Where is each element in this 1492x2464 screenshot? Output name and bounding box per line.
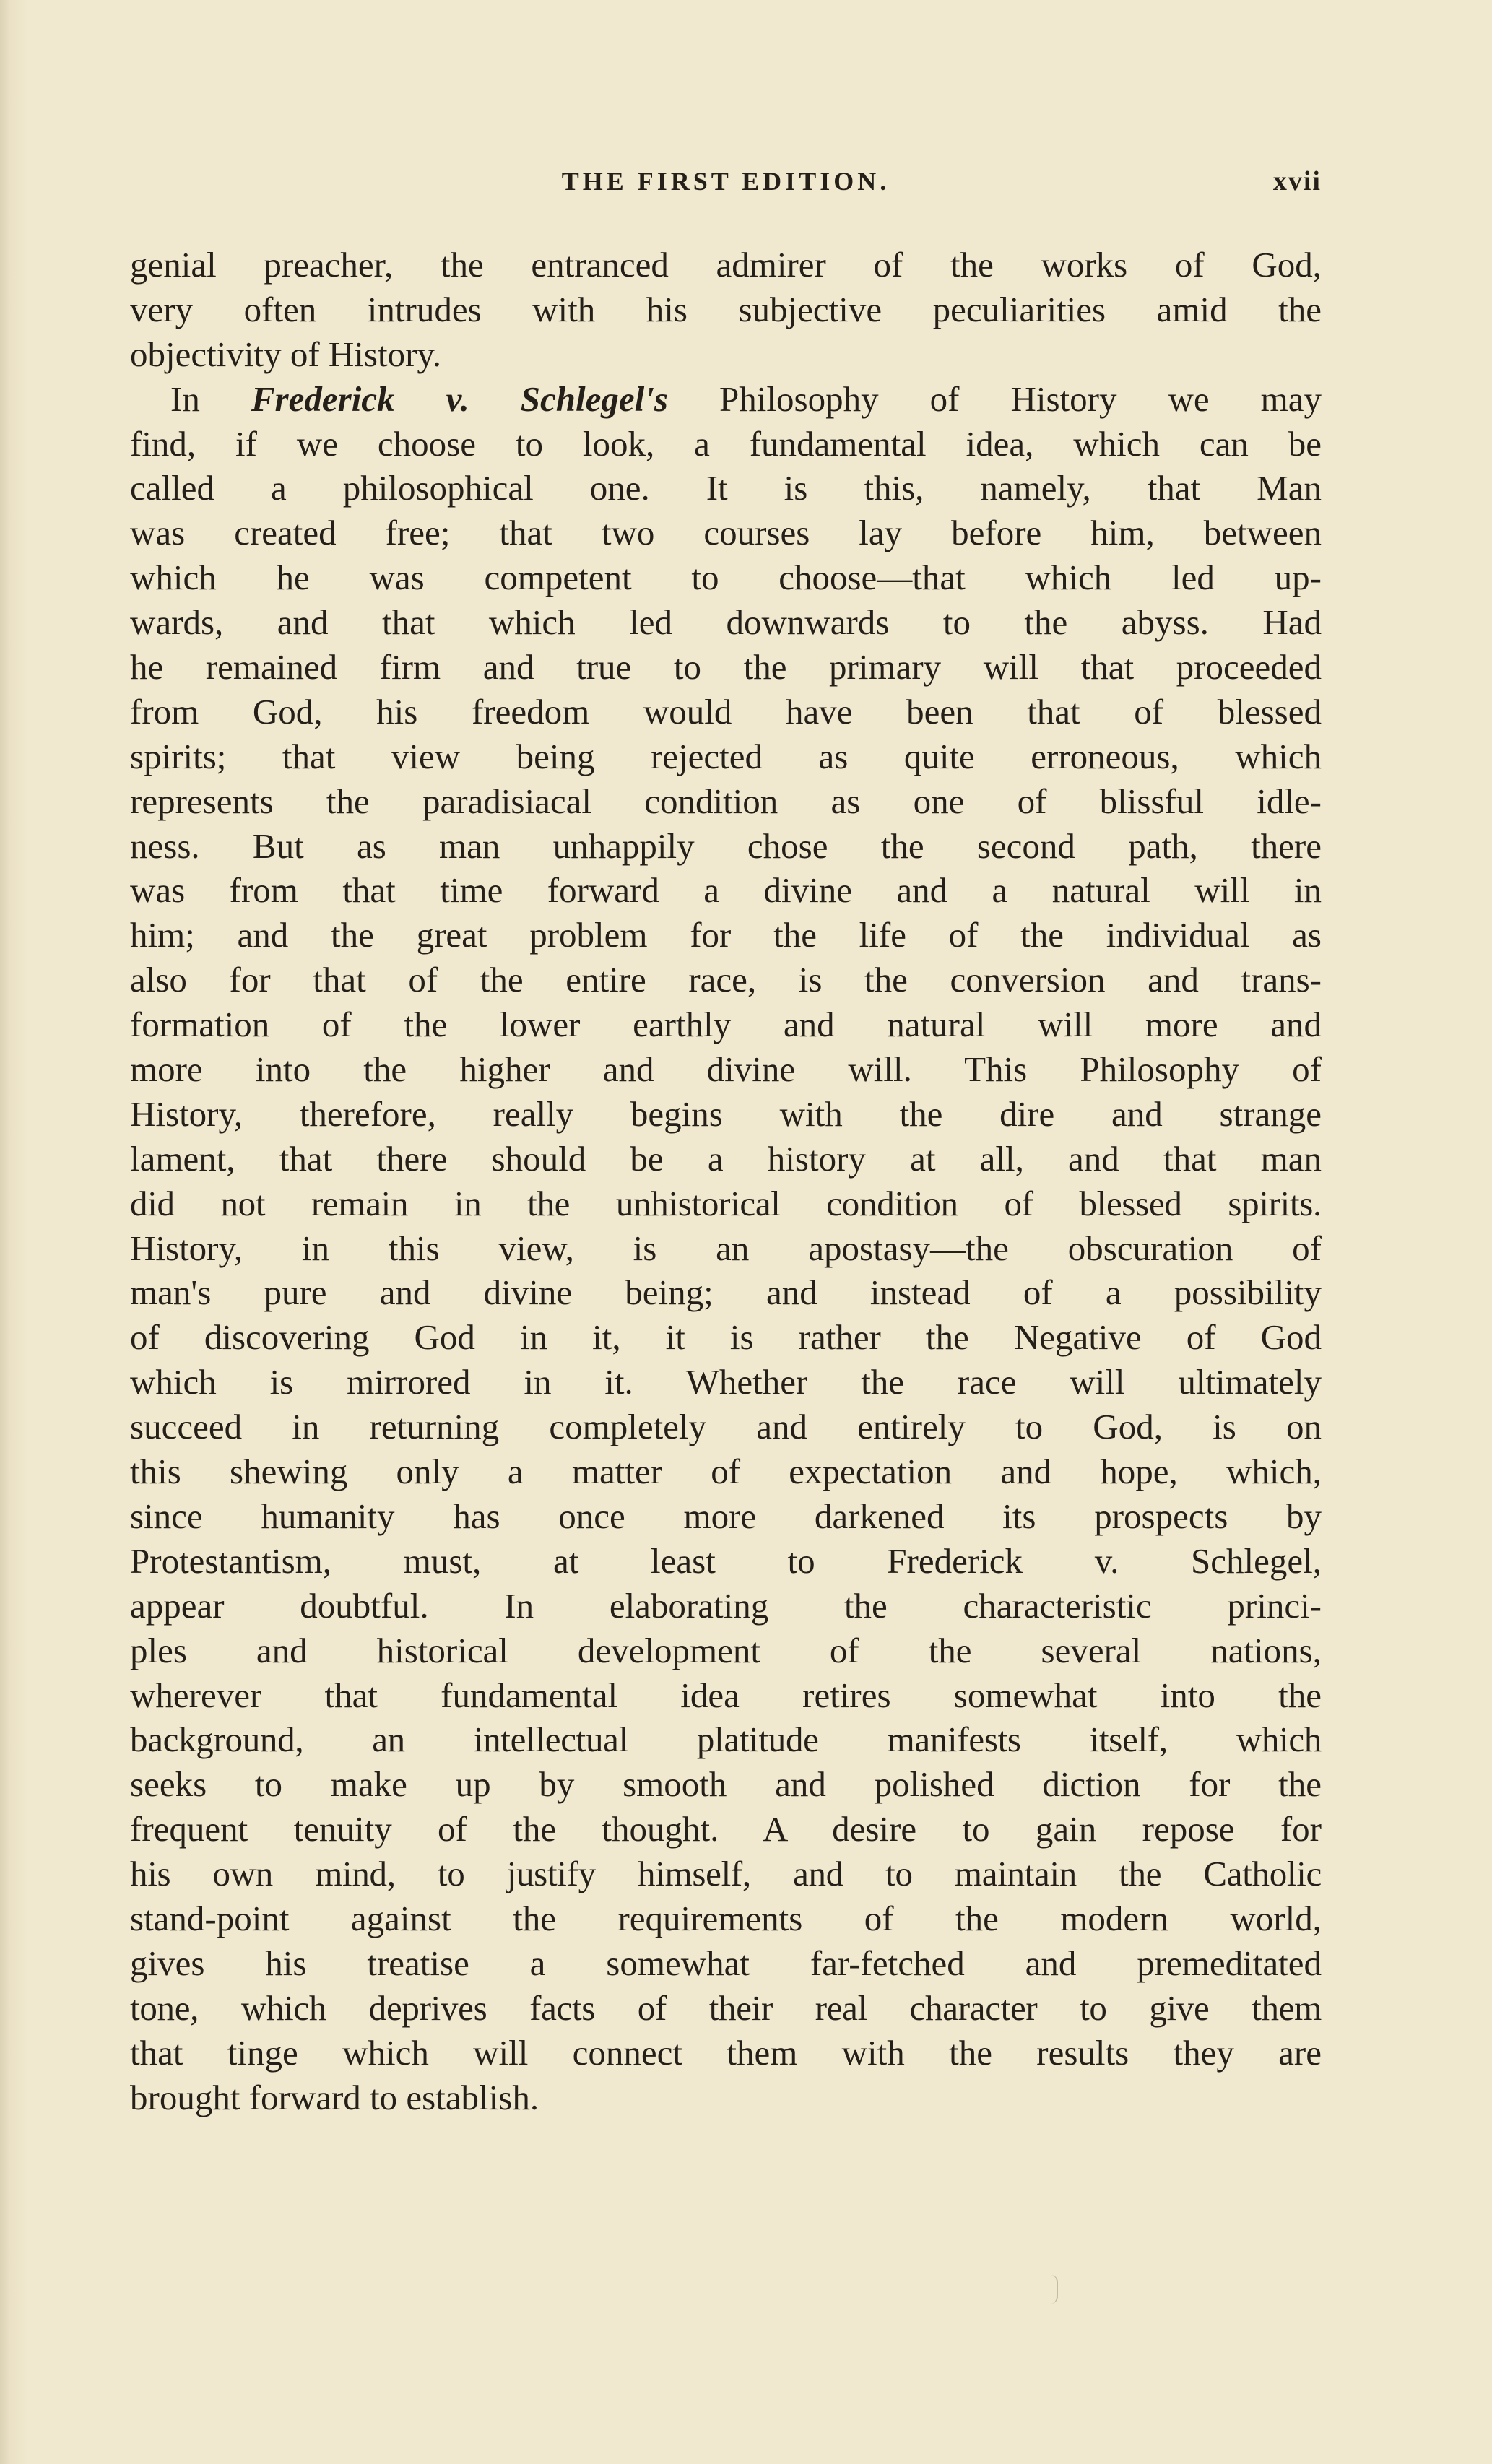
text-line: more into the higher and divine will. This Philosophy of bbox=[130, 1049, 1322, 1090]
text-line: did not remain in the unhistorical condition of blessed spirits. bbox=[130, 1183, 1322, 1223]
text-line: which is mirrored in it. Whether the race will ultimately bbox=[130, 1362, 1322, 1402]
text-line: History, therefore, really begins with the dire and strange bbox=[130, 1093, 1322, 1134]
text-line: since humanity has once more darkened its prospects by bbox=[130, 1496, 1322, 1536]
text-line: spirits; that view being rejected as quite erroneous, which bbox=[130, 736, 1322, 776]
print-smudge bbox=[1051, 2275, 1058, 2304]
paragraph-prefix: In bbox=[170, 378, 200, 419]
text-line: formation of the lower earthly and natural will more and bbox=[130, 1005, 1322, 1045]
text-line: called a philosophical one. It is this, namely, that Man bbox=[130, 468, 1322, 508]
text-line: stand-point against the requirements of the modern world, bbox=[130, 1898, 1322, 1938]
text-line: succeed in returning completely and entirely to God, is on bbox=[130, 1407, 1322, 1447]
paragraph-opening-line bbox=[130, 377, 1322, 422]
text-line: represents the paradisiacal condition as one of blissful idle- bbox=[130, 781, 1322, 821]
text-line: find, if we choose to look, a fundamental idea, which can be bbox=[130, 423, 1322, 464]
text-line: gives his treatise a somewhat far-fetched and premeditated bbox=[130, 1943, 1322, 1983]
text-line: wards, and that which led downwards to the abyss. Had bbox=[130, 602, 1322, 643]
text-line: ples and historical development of the several nations, bbox=[130, 1630, 1322, 1670]
text-line: lament, that there should be a history at all, and that man bbox=[130, 1138, 1322, 1179]
text-line: was created free; that two courses lay before him, between bbox=[130, 513, 1322, 553]
text-line: brought forward to establish. bbox=[130, 2077, 539, 2117]
text-line: man's pure and divine being; and instead of a possibility bbox=[130, 1272, 1322, 1313]
text-line: History, in this view, is an apostasy—the obscuration of bbox=[130, 1228, 1322, 1268]
text-line: background, an intellectual platitude manifests itself, which bbox=[130, 1719, 1322, 1760]
text-line: was from that time forward a divine and a natural will in bbox=[130, 870, 1322, 911]
text-line: wherever that fundamental idea retires somewhat into the bbox=[130, 1675, 1322, 1715]
text-line: seeks to make up by smooth and polished diction for the bbox=[130, 1764, 1322, 1805]
text-line: objectivity of History. bbox=[130, 334, 441, 374]
running-head bbox=[130, 163, 1322, 199]
text-line: him; and the great problem for the life of the individual as bbox=[130, 915, 1322, 955]
opening-line-rest: Philosophy of History we may bbox=[719, 378, 1322, 419]
text-line: also for that of the entire race, is the conversion and trans- bbox=[130, 960, 1322, 1000]
text-line: that tinge which will connect them with the results they are bbox=[130, 2032, 1322, 2073]
text-line: of discovering God in it, it is rather the Negative of God bbox=[130, 1317, 1322, 1358]
text-line: appear doubtful. In elaborating the characteristic princi- bbox=[130, 1585, 1322, 1626]
text-line: genial preacher, the entranced admirer of the works of God, bbox=[130, 245, 1322, 285]
text-line: he remained firm and true to the primary will that proceeded bbox=[130, 647, 1322, 687]
text-line: very often intrudes with his subjective peculiarities amid the bbox=[130, 289, 1322, 329]
text-line: this shewing only a matter of expectation and hope, which, bbox=[130, 1452, 1322, 1492]
text-line: frequent tenuity of the thought. A desire to gain repose for bbox=[130, 1809, 1322, 1849]
page-number: xvii bbox=[1272, 166, 1322, 196]
text-line: which he was competent to choose—that which led up- bbox=[130, 558, 1322, 598]
text-line: ness. But as man unhappily chose the second path, there bbox=[130, 825, 1322, 866]
author-name-italic: Frederick v. Schlegel's bbox=[251, 378, 668, 419]
text-line: tone, which deprives facts of their real character to give them bbox=[130, 1987, 1322, 2028]
running-head-title: THE FIRST EDITION. bbox=[561, 167, 890, 196]
body-text bbox=[130, 243, 1322, 2120]
text-line: from God, his freedom would have been that of blessed bbox=[130, 691, 1322, 732]
text-line: Protestantism, must, at least to Frederick v. Schlegel, bbox=[130, 1540, 1322, 1581]
text-line: his own mind, to justify himself, and to maintain the Catholic bbox=[130, 1854, 1322, 1894]
